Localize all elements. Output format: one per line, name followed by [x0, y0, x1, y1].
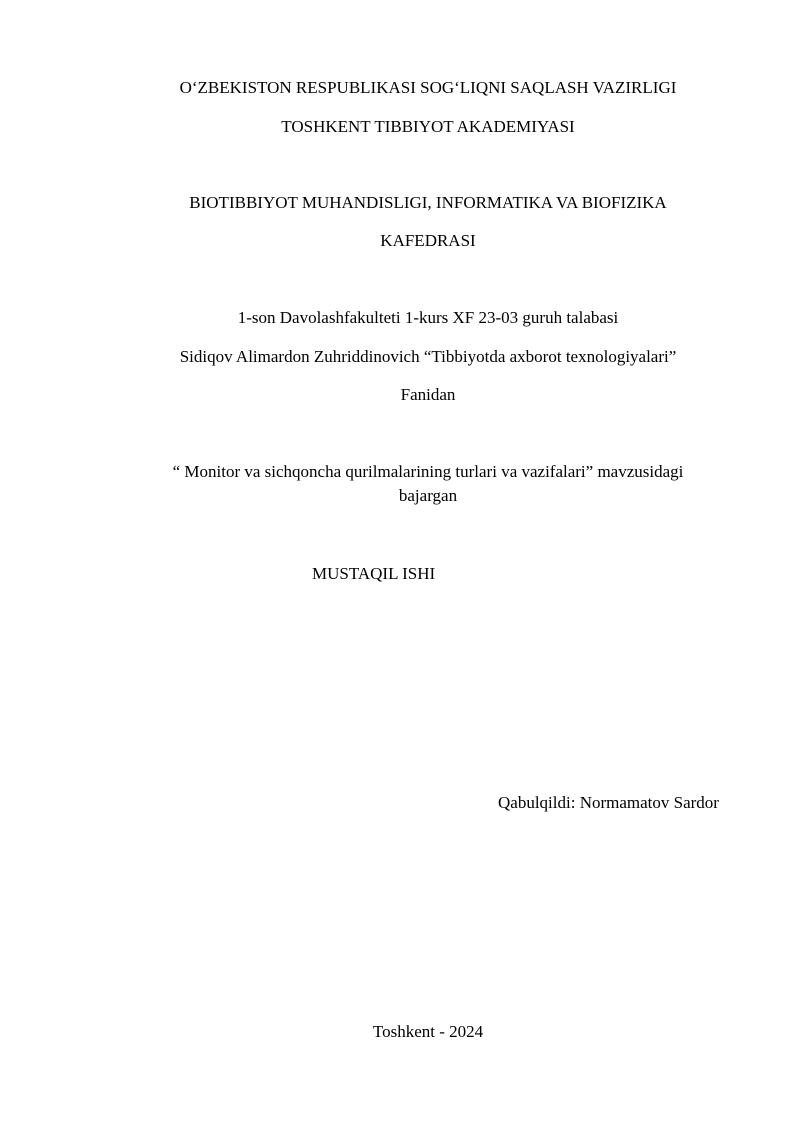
topic-line2: bajargan — [398, 486, 458, 505]
ministry-heading: O‘ZBEKISTON RESPUBLIKASI SOG‘LIQNI SAQLASH VAZIRLIGI — [179, 78, 677, 97]
department-heading-line2: KAFEDRASI — [380, 231, 476, 250]
student-info-line2: Sidiqov Alimardon Zuhriddinovich “Tibbiyotda axborot texnologiyalari” — [179, 347, 677, 366]
academy-heading: TOSHKENT TIBBIYOT AKADEMIYASI — [281, 117, 575, 136]
receiver-info: Qabulqildi: Normamatov Sardor — [498, 793, 719, 812]
subject-label: Fanidan — [400, 385, 456, 404]
student-info-line1: 1-son Davolashfakulteti 1-kurs XF 23-03 guruh talabasi — [237, 308, 619, 327]
topic-line1: “ Monitor va sichqoncha qurilmalarining turlari va vazifalari” mavzusidagi — [172, 462, 684, 481]
department-heading-line1: BIOTIBBIYOT MUHANDISLIGI, INFORMATIKA VA BIOFIZIKA — [189, 193, 667, 212]
work-type-title: MUSTAQIL ISHI — [312, 564, 436, 583]
place-year: Toshkent - 2024 — [372, 1022, 484, 1041]
